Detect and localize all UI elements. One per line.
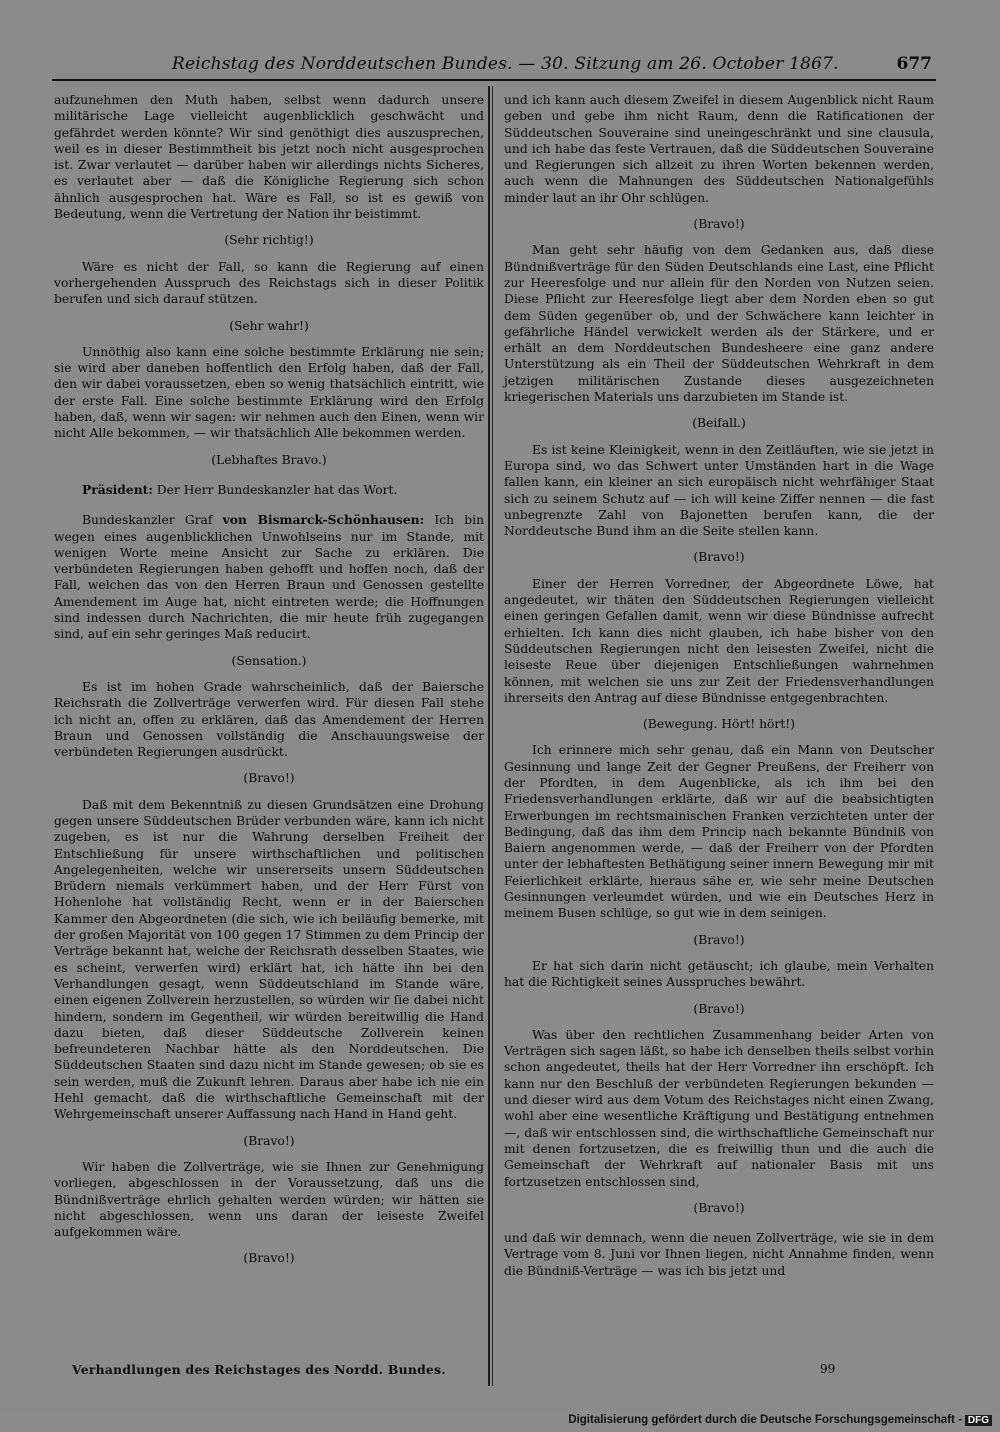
body-paragraph: Was über den rechtlichen Zusammenhang beider Arten von Verträgen sich sagen läßt, so habe ich denselben theils selbst vorhin schon angedeutet, theils hat der Herr Vorredner ihn erschöpft. Ich kann nur den Beschluß der verbündeten Regierungen bekunden — und dieser wird aus dem Votum des Reichstages nicht einen Zwang, wohl aber eine wesentliche Kräftigung und Bestätigung entnehmen —, daß wir entschlossen sind, die wirthschaftliche Gemeinschaft nur mit denen fortzusetzen, die es freiwillig thun und die auch die Gemeinschaft der Wehrkraft auf nationaler Basis mit uns fortzusetzen entschlossen sind, <box>504 1027 934 1189</box>
applause-note: (Bravo!) <box>693 217 745 232</box>
speaker-label: Präsident: <box>82 481 153 497</box>
applause-note: (Sehr wahr!) <box>229 318 309 333</box>
body-paragraph: Es ist keine Kleinigkeit, wenn in den Zeitläuften, wie sie jetzt in Europa sind, wo das Schwert unter Umständen hart in die Wage fallen kann, ein kleiner an sich europäisch nicht wehrfähiger Staat sich zu seinem Schutz auf — ich will keine Ziffer nennen — die fast unbegrenzte Zahl von Bajonetten berufen kann, die der Norddeutsche Bund ihm an die Seite stellen kann. <box>504 442 934 539</box>
body-paragraph: Wäre es nicht der Fall, so kann die Regierung auf einen vorhergehenden Ausspruch des Reichstags sich in dieser Politik berufen und sich darauf stützen. <box>54 259 484 307</box>
applause-note: (Bravo!) <box>693 1001 745 1016</box>
applause-note: (Sensation.) <box>231 653 307 668</box>
body-paragraph: Er hat sich darin nicht getäuscht; ich glaube, mein Verhalten hat die Richtigkeit seines Ausspruches bewährt. <box>504 958 934 990</box>
applause-note: (Bravo!) <box>693 932 745 947</box>
footer-source: Verhandlungen des Reichstages des Nordd. Bundes. <box>72 1362 446 1377</box>
running-title: Reichstag des Norddeutschen Bundes. — 30. Sitzung am 26. October 1867. <box>172 54 839 74</box>
applause-note: (Beifall.) <box>692 416 746 431</box>
column-divider-inner <box>492 86 493 1386</box>
body-paragraph: und ich kann auch diesem Zweifel in diesem Augenblick nicht Raum geben und gebe ihm nicht Raum, denn die Ratificationen der Süddeutschen Souveraine sind uneingeschränkt und sine clausula, und ich habe das feste Vertrauen, daß die Süddeutschen Souveraine und Regierungen sich allzeit zu ihren Worten bekennen werden, auch wenn die Mahnungen des Süddeutschen Nationalgefühls minder laut an ihr Ohr schlügen. <box>504 93 934 205</box>
left-column <box>54 92 484 1277</box>
body-paragraph: Daß mit dem Bekenntniß zu diesen Grundsätzen eine Drohung gegen unsere Süddeutschen Brüder verbunden wäre, kann ich nicht zugeben, es ist nur die Wahrung derselben Freiheit der Entschließung für unsere wirthschaftlichen und politischen Angelegenheiten, welche wir unsererseits unsern Süddeutschen Brüdern niemals verkümmert haben, und der Herr Fürst von Hohenlohe hat vollständig Recht, wenn er in der Baierschen Kammer den Abgeordneten (die sich, wie ich beiläufig bemerke, mit der großen Majorität von 100 gegen 17 Stimmen zu dem Princip der Verträge bekannt hat, welche der Reichsrath desselben Staates, wie es scheint, verwerfen wird) erklärt hat, ich hätte ihn bei den Verhandlungen gesagt, wenn Süddeutschland im Stande wäre, einen eigenen Zollverein herzustellen, so würden wir ſie dabei nicht hindern, sondern im Gegentheil, wir würden bereitwillig die Hand dazu bieten, daß dieser Süddeutsche Zollverein keinen befreundeteren Nachbar hätte als den Norddeutschen. Die Süddeutschen Staaten sind dazu nicht im Stande gewesen; ob sie es sein werden, muß die Zukunft lehren. Daraus aber habe ich nie ein Hehl gemacht, daß die wirthschaftliche Gemeinschaft mit der Wehrgemeinschaft unserer Auffassung nach Hand in Hand geht. <box>54 797 484 1122</box>
page-number: 677 <box>896 54 932 74</box>
applause-note: (Bewegung. Hört! hört!) <box>643 717 795 732</box>
header-rule <box>52 79 936 81</box>
body-paragraph: Ich erinnere mich sehr genau, daß ein Mann von Deutscher Gesinnung und lange Zeit der Gegner Preußens, der Freiherr von der Pfordten, in dem Augenblicke, als ich ihm bei den Friedensverhandlungen erklärte, daß wir auf die beabsichtigten Erwerbungen im rechtsmainischen Franken verzichteten unter der Bedingung, daß das ihm dem Princip nach bekannte Bündniß von Baiern angenommen werde, — daß der Freiherr von der Pfordten unter der lebhaftesten Bethätigung seiner innern Bewegung mir mit Feierlichkeit erklärte, hieraus sähe er, wie sehr meine Deutschen Gesinnungen verleumdet würden, und wie ein Deutsches Herz in meinem Busen schlüge, so gut wie in dem seinigen. <box>504 743 934 921</box>
dfg-credit-text: Digitalisierung gefördert durch die Deutsche Forschungsgemeinschaft - <box>568 1414 962 1426</box>
applause-note: (Sehr richtig!) <box>224 233 314 248</box>
signature-mark: 99 <box>820 1362 836 1376</box>
applause-note: (Bravo!) <box>243 771 295 786</box>
body-paragraph: Unnöthig also kann eine solche bestimmte Erklärung nie sein; sie wird aber daneben hoffentlich den Erfolg haben, daß der Fall, den wir dabei voraussetzen, eben so wenig thatsächlich eintritt, wie der erste Fall. Eine solche bestimmte Erklärung wird den Erfolg haben, daß, wenn wir sagen: wir nehmen auch den Einen, wenn wir nicht Alle bekommen, — wir thatsächlich Alle bekommen werden. <box>54 344 484 441</box>
body-paragraph: Man geht sehr häufig von dem Gedanken aus, daß diese Bündnißverträge für den Süden Deutschlands eine Last, eine Pflicht zur Heeresfolge und nur allein für den Norden von Nutzen seien. Diese Pflicht zur Heeresfolge liegt aber dem Norden eben so gut dem Süden gegenüber ob, und der Schwächere kann leichter in gefährliche Händel verwickelt werden als der Stärkere, und er erhält an dem Norddeutschen Bundesheere eine ganz andere Unterstützung als ein Theil der Süddeutschen Wehrkraft in dem jetzigen militärischen Zustande dieses ausgezeichneten kriegerischen Materials uns darzubieten im Stande ist. <box>504 243 934 405</box>
body-paragraph: Einer der Herren Vorredner, der Abgeordnete Löwe, hat angedeutet, wir thäten den Süddeutschen Regierungen vielleicht einen geringen Gefallen damit, wenn wir diese Bündnisse aufrecht erhielten. Ich kann dies nicht glauben, ich habe bisher von den Süddeutschen Regierungen nicht den leisesten Zweifel, nicht die leiseste Reue über diejenigen Entschließungen wahrnehmen können, mit welchen sie uns zur Zeit der Friedensverhandlungen ihrerseits den Antrag auf diese Bündnisse entgegenbrachten. <box>504 576 934 705</box>
applause-note: (Lebhaftes Bravo.) <box>211 452 327 467</box>
column-divider <box>488 86 490 1386</box>
right-column <box>504 92 934 1279</box>
body-paragraph: und daß wir demnach, wenn die neuen Zollverträge, wie sie in dem Vertrage vom 8. Juni vor Ihnen liegen, nicht Annahme finden, wenn die Bündniß-Verträge — was ich bis jetzt und <box>504 1231 934 1278</box>
applause-note: (Bravo!) <box>243 1133 295 1148</box>
speaker-paragraph: Bundeskanzler Graf von Bismarck-Schönhausen: Ich bin wegen eines augenblicklichen Unwohlseins nur im Stande, mit wenigen Worte meine Ansicht zur Sache zu erklären. Die verbündeten Regierungen haben gehofft und hoffen noch, daß der Fall, welchen das von den Herren Braun und Genossen gestellte Amendement im Auge hat, nicht eintreten werde; die Hoffnungen sind indessen durch Nachrichten, die mir heute früh zugegangen sind, auf ein sehr geringes Maß reducirt. <box>54 512 484 642</box>
speaker-label: von Bismarck-Schönhausen: <box>222 512 425 528</box>
page-header <box>52 52 936 78</box>
dfg-credit <box>568 1414 992 1426</box>
applause-note: (Bravo!) <box>693 550 745 565</box>
body-paragraph: Es ist im hohen Grade wahrscheinlich, daß der Baiersche Reichsrath die Zollverträge verwerfen wird. Für diesen Fall stehe ich nicht an, offen zu erklären, daß das Amendement der Herren Braun und Genossen vollständig die Anschauungsweise der verbündeten Regierungen ausdrückt. <box>54 679 484 760</box>
speaker-paragraph: Präsident: Der Herr Bundeskanzler hat das Wort. <box>82 481 398 497</box>
applause-note: (Bravo!) <box>693 1200 745 1215</box>
applause-note: (Bravo!) <box>243 1251 295 1266</box>
body-paragraph: aufzunehmen den Muth haben, selbst wenn dadurch unsere militärische Lage vielleicht augenblicklich geschwächt und gefährdet werden könnte? Wir sind genöthigt dies auszusprechen, weil es in dieser Bestimmtheit bis jetzt noch nicht ausgesprochen ist. Zwar verlautet — darüber haben wir allerdings nichts Sicheres, es verlautet aber — daß die Königliche Regierung sich schon ähnlich ausgesprochen hat. Wäre es Fall, so ist es gewiß von Bedeutung, wenn die Vertretung der Nation ihr beistimmt. <box>54 93 484 222</box>
dfg-logo: DFG <box>965 1415 992 1426</box>
body-paragraph: Wir haben die Zollverträge, wie sie Ihnen zur Genehmigung vorliegen, abgeschlossen in der Voraussetzung, daß uns die Bündnißverträge ehrlich gehalten werden würden; wir hätten sie nicht abgeschlossen, wenn uns daran der leiseste Zweifel aufgekommen wäre. <box>54 1159 484 1240</box>
